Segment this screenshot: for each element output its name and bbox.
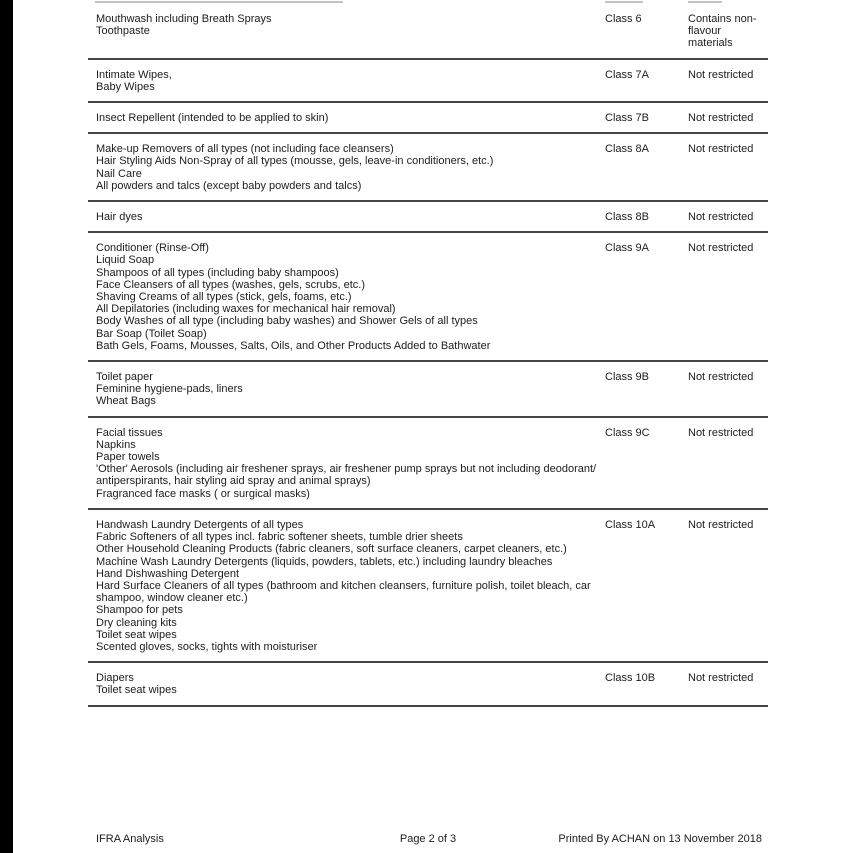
product-category-cell: [88, 69, 605, 93]
product-item: Toilet seat wipes: [96, 684, 177, 697]
product-category-cell: [88, 143, 605, 192]
product-item: All powders and talcs (except baby powders and talcs): [96, 179, 362, 192]
restriction-cell: Not restricted: [688, 518, 754, 531]
product-item: Dry cleaning kits: [96, 616, 177, 629]
product-category-cell: [88, 672, 605, 696]
product-item: Shaving Creams of all types (stick, gels, foams, etc.): [96, 291, 352, 304]
product-item: Handwash Laundry Detergents of all types: [96, 518, 304, 531]
class-cell: Class 8B: [605, 211, 650, 224]
product-item: Hard Surface Cleaners of all types (bathroom and kitchen cleansers, furniture polish, toilet bleach, car shampoo, window cleaner etc.): [96, 579, 591, 605]
class-cell: Class 6: [605, 13, 642, 25]
restriction-cell: Contains non-flavour materials: [688, 13, 757, 50]
table-row: [88, 663, 768, 706]
footer-page-number: Page 2 of 3: [399, 833, 457, 845]
product-category-cell: [88, 112, 605, 124]
footer-document-title: IFRA Analysis: [96, 833, 164, 845]
table-row: [88, 233, 768, 362]
table-row: [88, 134, 768, 202]
product-item: Bar Soap (Toilet Soap): [96, 327, 207, 340]
product-item: Nail Care: [96, 167, 142, 180]
restriction-cell: Not restricted: [688, 143, 754, 156]
product-item: Body Washes of all type (including baby washes) and Shower Gels of all types: [96, 315, 478, 328]
class-cell: Class 9C: [605, 426, 650, 439]
table-row: [88, 60, 768, 103]
product-item: Baby Wipes: [96, 80, 155, 93]
table-row: [88, 4, 768, 60]
restriction-cell: Not restricted: [688, 242, 754, 255]
product-item: Conditioner (Rinse-Off): [96, 242, 209, 255]
product-item: Hair dyes: [96, 211, 143, 224]
product-item: Feminine hygiene-pads, liners: [96, 383, 243, 396]
product-item: Diapers: [96, 672, 134, 685]
restriction-cell: Not restricted: [688, 112, 754, 125]
cutoff-fragment: [605, 1, 643, 3]
product-item: All Depilatories (including waxes for mechanical hair removal): [96, 303, 396, 316]
product-item: Scented gloves, socks, tights with moisturiser: [96, 640, 318, 653]
product-category-cell: [88, 242, 605, 352]
class-cell: Class 7B: [605, 112, 650, 125]
class-cell: Class 10A: [605, 518, 656, 531]
product-category-cell: [88, 371, 605, 408]
class-cell: Class 9A: [605, 242, 650, 255]
product-item: Insect Repellent (intended to be applied to skin): [96, 112, 329, 125]
product-item: Shampoos of all types (including baby shampoos): [96, 266, 339, 279]
product-category-cell: [88, 519, 605, 653]
product-item: Facial tissues: [96, 426, 163, 439]
footer-printed-by: Printed By ACHAN on 13 November 2018: [558, 833, 762, 845]
table-row: [88, 202, 768, 233]
product-item: Hair Styling Aids Non-Spray of all types (mousse, gels, leave-in conditioners, etc.): [96, 155, 494, 168]
cutoff-fragment: [688, 1, 722, 3]
product-item: Fragranced face masks ( or surgical masks): [96, 487, 310, 500]
class-cell: Class 9B: [605, 371, 650, 384]
product-item: Hand Dishwashing Detergent: [96, 567, 240, 580]
restriction-cell: Not restricted: [688, 672, 754, 685]
product-item: Wheat Bags: [96, 395, 156, 408]
product-item: Toothpaste: [96, 25, 150, 38]
product-item: Machine Wash Laundry Detergents (liquids, powders, tablets, etc.) including laundry bleaches: [96, 555, 553, 568]
restriction-cell: Not restricted: [688, 371, 754, 384]
product-item: Shampoo for pets: [96, 604, 183, 617]
table-row: [88, 510, 768, 663]
product-item: Fabric Softeners of all types incl. fabric softener sheets, tumble drier sheets: [96, 531, 463, 544]
product-item: Napkins: [96, 438, 136, 451]
product-item: Mouthwash including Breath Sprays: [96, 13, 272, 25]
product-category-cell: [88, 427, 605, 500]
product-item: Paper towels: [96, 451, 160, 464]
product-item: Face Cleansers of all types (washes, gels, scrubs, etc.): [96, 278, 365, 291]
class-cell: Class 7A: [605, 68, 650, 81]
class-cell: Class 8A: [605, 143, 650, 156]
product-item: 'Other' Aerosols (including air freshener sprays, air freshener pump sprays but not including deodorant/ antiperspirants, hair styling aid spray and animal sprays): [96, 463, 597, 488]
class-cell: Class 10B: [605, 672, 656, 685]
product-category-cell: [88, 211, 605, 223]
restriction-cell: Not restricted: [688, 426, 754, 439]
product-item: Bath Gels, Foams, Mousses, Salts, Oils, and Other Products Added to Bathwater: [96, 339, 491, 352]
cutoff-fragment: [95, 1, 343, 3]
scan-edge-bar: [0, 0, 13, 853]
table-row: [88, 418, 768, 510]
product-item: Toilet paper: [96, 371, 153, 384]
table-row: [88, 103, 768, 134]
ifra-table: [88, 4, 768, 707]
product-item: Intimate Wipes,: [96, 68, 172, 81]
restriction-cell: Not restricted: [688, 211, 754, 224]
product-item: Make-up Removers of all types (not including face cleansers): [96, 143, 394, 156]
product-item: Liquid Soap: [96, 254, 155, 267]
restriction-cell: Not restricted: [688, 68, 754, 81]
product-item: Toilet seat wipes: [96, 628, 177, 641]
product-item: Other Household Cleaning Products (fabric cleaners, soft surface cleaners, carpet cleaners, etc.): [96, 543, 567, 556]
table-row: [88, 362, 768, 418]
product-category-cell: [88, 13, 605, 37]
